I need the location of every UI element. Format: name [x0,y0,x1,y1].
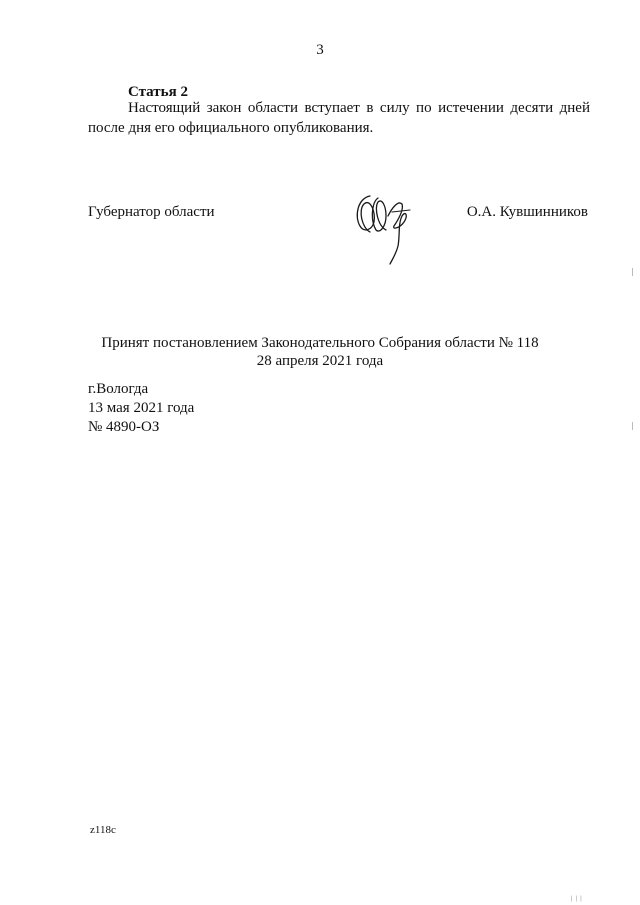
article-text-line-2: после дня его официального опубликования. [88,120,374,136]
governor-title: Губернатор области [88,204,215,220]
document-code: z118c [90,824,116,836]
edge-mark [632,422,633,430]
corner-mark: | | | [571,896,583,902]
adoption-line-2: 28 апреля 2021 года [256,353,384,369]
edge-mark [632,268,633,276]
adoption-note [0,334,640,370]
place-date-block [88,380,194,437]
page-number: 3 [316,42,324,58]
law-date: 13 мая 2021 года [88,400,195,416]
city: г.Вологда [88,381,149,397]
article-heading: Статья 2 [128,84,188,100]
handwritten-signature [348,186,418,266]
article-paragraph [88,98,590,138]
article-text-line-1: Настоящий закон области вступает в силу по истечении десяти дней [128,100,590,116]
adoption-line-1: Принят постановлением Законодательного Собрания области № 118 [101,335,539,351]
governor-name: О.А. Кувшинников [466,204,588,220]
law-number: № 4890-ОЗ [88,419,160,435]
